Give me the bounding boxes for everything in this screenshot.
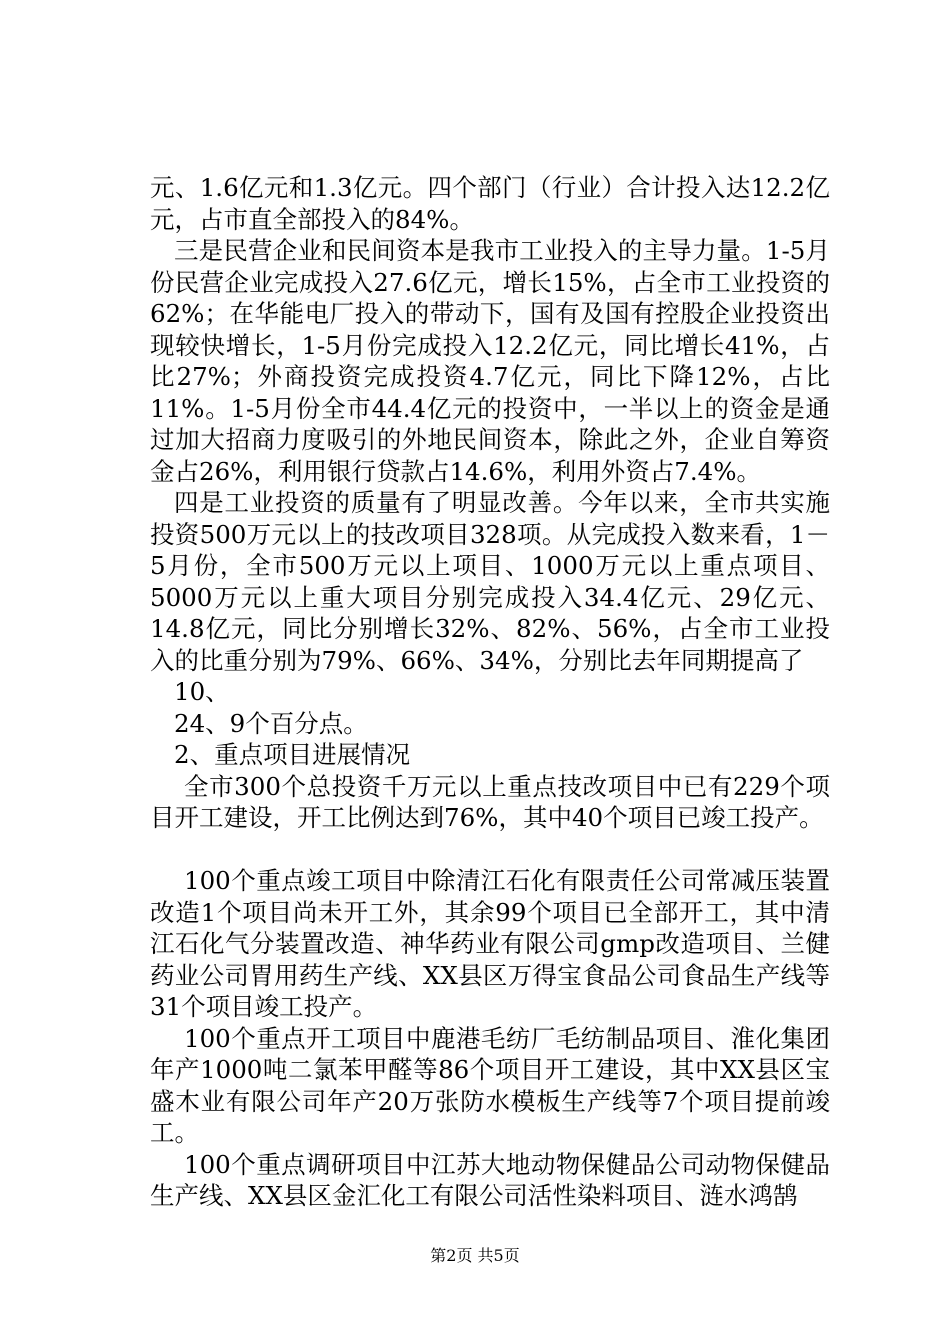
paragraph-fragment-10: 10、 — [174, 677, 230, 706]
paragraph-fragment-24: 24、9个百分点。 — [174, 708, 368, 738]
paragraph-key-projects-summary: 全市300个总投资千万元以上重点技改项目中已有229个项目开工建设，开工比例达到76%，其中40个项目已竣工投产。 — [150, 771, 830, 832]
section-heading-key-projects: 2、重点项目进展情况 — [174, 740, 411, 769]
paragraph-continuation: 元、1.6亿元和1.3亿元。四个部门（行业）合计投入达12.2亿元，占市直全部投入的84%。 — [150, 173, 830, 234]
blank-line — [150, 834, 830, 866]
page-footer: 第2页 共5页 — [430, 1246, 520, 1265]
paragraph-research-projects: 100个重点调研项目中江苏大地动物保健品公司动物保健品生产线、XX县区金汇化工有限公司活性染料项目、涟水鸿鹄 — [150, 1149, 830, 1210]
paragraph-completion-projects: 100个重点竣工项目中除清江石化有限责任公司常减压装置改造1个项目尚未开工外，其余99个项目已全部开工，其中清江石化气分装置改造、神华药业有限公司gmp改造项目、兰健药业公司胃用药生产线、XX县区万得宝食品公司食品生产线等31个项目竣工投产。 — [150, 866, 830, 1021]
paragraph-start-projects: 100个重点开工项目中鹿港毛纺厂毛纺制品项目、淮化集团年产1000吨二氯苯甲醛等86个项目开工建设，其中XX县区宝盛木业有限公司年产20万张防水模板生产线等7个项目提前竣工。 — [150, 1023, 830, 1147]
paragraph-private-investment: 三是民营企业和民间资本是我市工业投入的主导力量。1-5月份民营企业完成投入27.6亿元，增长15%，占全市工业投资的62%；在华能电厂投入的带动下，国有及国有控股企业投资出现较快增长，1-5月份完成投入12.2亿元，同比增长41%，占比27%；外商投资完成投资4.7亿元，同比下降12%，占比11%。1-5月份全市44.4亿元的投资中，一半以上的资金是通过加大招商力度吸引的外地民间资本，除此之外，企业自筹资金占26%，利用银行贷款占14.6%，利用外资占7.4%。 — [150, 236, 830, 486]
paragraph-investment-quality: 四是工业投资的质量有了明显改善。今年以来，全市共实施投资500万元以上的技改项目328项。从完成投入数来看，1－5月份，全市500万元以上项目、1000万元以上重点项目、5000万元以上重大项目分别完成投入34.4亿元、29亿元、14.8亿元，同比分别增长32%、82%、56%，占全市工业投入的比重分别为79%、66%、34%，分别比去年同期提高了 — [150, 488, 830, 675]
document-body — [150, 172, 830, 1212]
